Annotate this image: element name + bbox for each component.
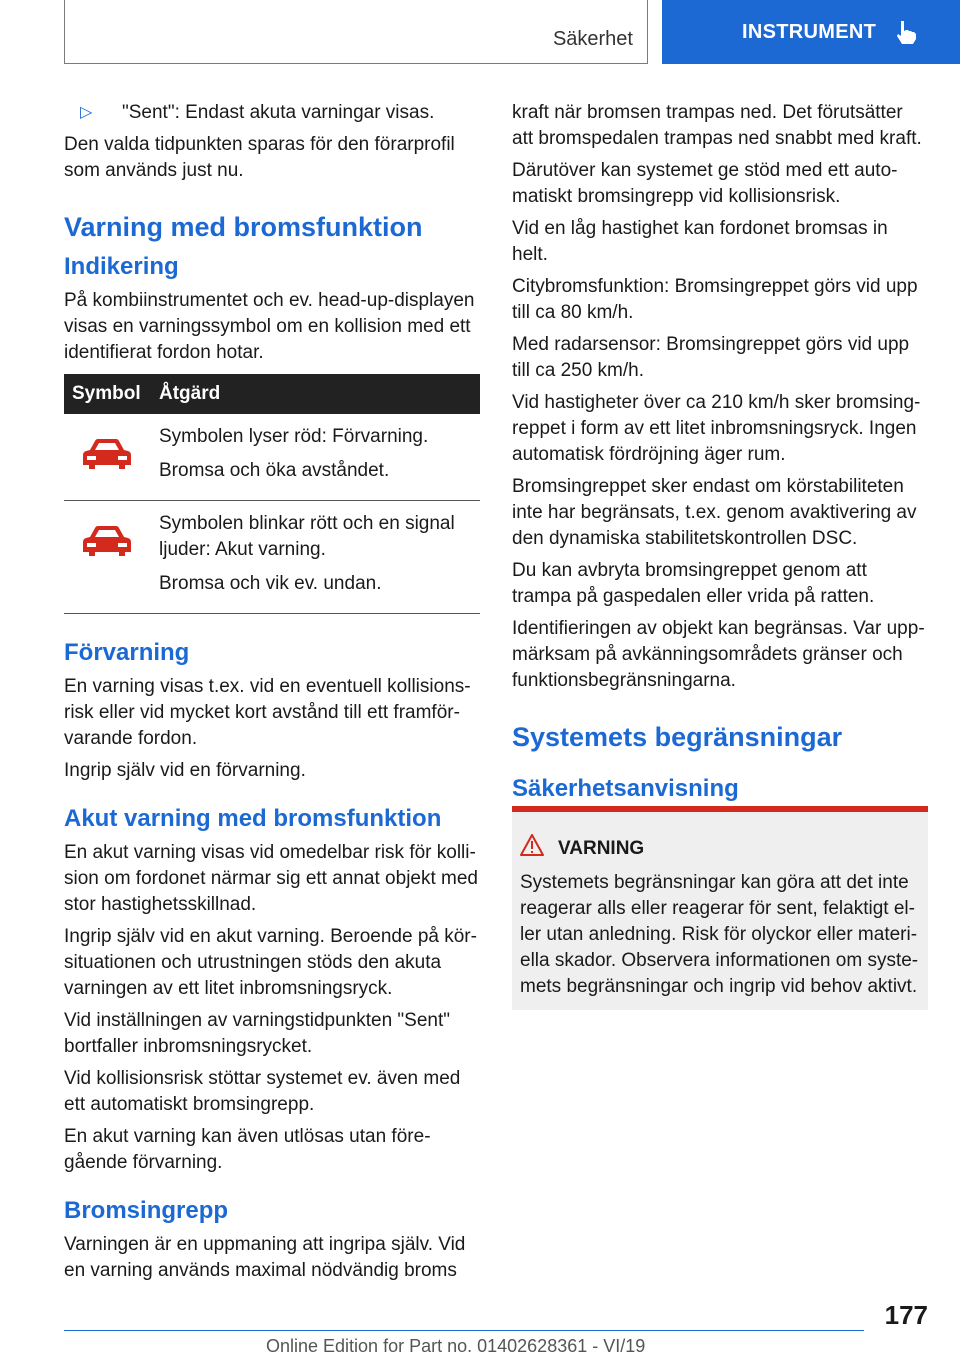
footer-divider <box>64 1330 864 1331</box>
paragraph: Ingrip själv vid en förvarning. <box>64 760 306 781</box>
table-cell-symbol <box>64 414 159 501</box>
paragraph: Vid hastigheter över ca 210 km/h sker bromsingreppet i form av ett litet inbromsningsryck. Ingen automatisk fördröjning äger rum. <box>512 392 921 465</box>
paragraph: Bromsingreppet sker endast om körstabiliteten inte har begränsats, t.ex. genom avaktivering av den dynamiska stabilitetskontrollen DSC. <box>512 476 917 549</box>
subsection-heading: Förvarning <box>64 639 190 666</box>
bullet-item <box>64 100 480 126</box>
paragraph: Identifieringen av objekt kan begränsas. Var uppmärksam på avkänningsområdets gränser och funktionsbegränsningarna. <box>512 618 925 691</box>
table-row <box>64 501 480 614</box>
section-heading: Systemets begränsningar <box>512 722 843 752</box>
paragraph: Ingrip själv vid en akut varning. Beroende på körsituationen och utrustningen stöds den akuta varningen av ett litet inbromsningsryck. <box>64 926 477 999</box>
subsection-heading: Indikering <box>64 253 179 280</box>
paragraph: Citybromsfunktion: Bromsingreppet görs vid upp till ca 80 km/h. <box>512 276 918 323</box>
action-text: Bromsa och vik ev. undan. <box>159 573 382 594</box>
paragraph: kraft när bromsen trampas ned. Det förutsätter att bromspedalen trampas ned snabbt med kraft. <box>512 102 922 149</box>
paragraph: En akut varning kan även utlösas utan föregående förvarning. <box>64 1126 431 1173</box>
left-column <box>64 100 480 1290</box>
table-cell-action <box>159 414 480 501</box>
warning-title-row <box>520 834 920 864</box>
paragraph: Vid inställningen av varningstidpunkten "Sent" bortfaller inbromsningsrycket. <box>64 1010 451 1057</box>
bullet-text: "Sent": Endast akuta varningar visas. <box>122 102 435 123</box>
table-row <box>64 414 480 501</box>
paragraph: På kombiinstrumentet och ev. head-up-displayen visas en varningssymbol om en kollision med ett identifierat fordon hotar. <box>64 290 475 363</box>
header-section-box <box>64 0 648 64</box>
warning-title: VARNING <box>558 838 645 859</box>
header-section-title: Säkerhet <box>552 28 633 50</box>
table-cell-action <box>159 501 480 614</box>
paragraph: Vid kollisionsrisk stöttar systemet ev. även med ett automatiskt bromsingrepp. <box>64 1068 461 1115</box>
paragraph: En varning visas t.ex. vid en eventuell kollisionsrisk eller vid mycket kort avstånd till ett framförvarande fordon. <box>64 676 471 749</box>
right-column <box>512 100 928 810</box>
action-text: Symbolen blinkar rött och en signal ljuder: Akut varning. <box>159 513 455 560</box>
header-chapter-label: INSTRUMENT <box>742 20 877 43</box>
paragraph: En akut varning visas vid omedelbar risk för kollision om fordonet närmar sig ett annat objekt med stor hastighetsskillnad. <box>64 842 479 915</box>
footer-edition: Online Edition for Part no. 01402628361 - VI/19 <box>266 1336 646 1356</box>
symbol-table <box>64 374 480 614</box>
table-header-symbol: Symbol <box>64 374 159 414</box>
paragraph: Därutöver kan systemet ge stöd med ett automatiskt bromsingrepp vid kollisionsrisk. <box>512 160 898 207</box>
paragraph: Du kan avbryta bromsingreppet genom att trampa på gaspedalen eller vrida på ratten. <box>512 560 875 607</box>
header-chapter-tab[interactable] <box>662 0 960 64</box>
paragraph: Den valda tidpunkten sparas för den förarprofil som används just nu. <box>64 134 455 181</box>
paragraph: Vid en låg hastighet kan fordonet bromsas in helt. <box>512 218 888 265</box>
section-heading: Varning med bromsfunktion <box>64 212 423 242</box>
table-header-row <box>64 374 480 414</box>
paragraph: Med radarsensor: Bromsingreppet görs vid upp till ca 250 km/h. <box>512 334 910 381</box>
triangle-bullet-icon: ▷ <box>80 104 93 121</box>
subsection-heading: Akut varning med bromsfunktion <box>64 805 442 832</box>
page-number: 177 <box>884 1300 928 1330</box>
car-warning-icon <box>64 525 159 557</box>
table-cell-symbol <box>64 501 159 614</box>
warning-text: Systemets begränsningar kan göra att det inte reagerar alls eller reagerar för sent, felaktigt eller utan anledning. Risk för olyckor eller materiella skador. Observera informationen om systemets begränsningar och ingrip vid behov aktivt. <box>520 872 919 997</box>
pointing-hand-icon <box>894 19 918 45</box>
action-text: Bromsa och öka avståndet. <box>159 460 390 481</box>
subsection-heading: Bromsingrepp <box>64 1197 229 1224</box>
warning-triangle-icon <box>520 834 544 864</box>
car-warning-icon <box>64 438 159 470</box>
warning-box <box>512 806 928 1010</box>
table-header-action: Åtgärd <box>159 374 480 414</box>
subsection-heading: Säkerhetsanvisning <box>512 775 739 802</box>
paragraph: Varningen är en uppmaning att ingripa själv. Vid en varning används maximal nödvändig broms <box>64 1234 466 1281</box>
action-text: Symbolen lyser röd: Förvarning. <box>159 426 429 447</box>
